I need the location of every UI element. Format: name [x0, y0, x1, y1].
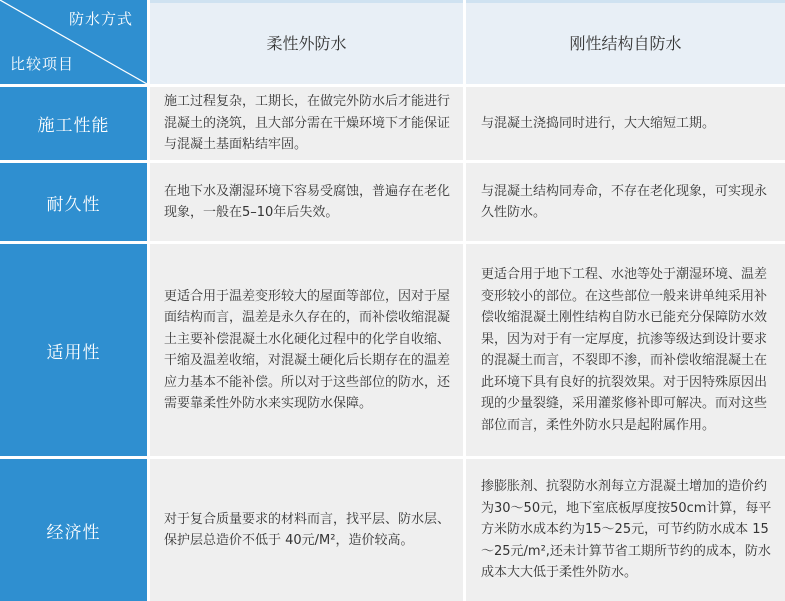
table-header-row: [0, 0, 785, 84]
row-label: 耐久性: [0, 163, 147, 241]
table-row-construction: [0, 87, 785, 160]
row-label: 施工性能: [0, 87, 147, 160]
row-cell-col-a: 在地下水及潮湿环境下容易受腐蚀，普遍存在老化现象，一般在5–10年后失效。: [150, 163, 463, 241]
header-col-b: 刚性结构自防水: [466, 0, 785, 84]
table-row-applicability: [0, 244, 785, 456]
row-cell-col-b: 与混凝土结构同寿命，不存在老化现象，可实现永久性防水。: [466, 163, 785, 241]
corner-top-label: 防水方式: [68, 10, 133, 28]
row-cell-col-b: 更适合用于地下工程、水池等处于潮湿环境、温差变形较小的部位。在这些部位一般来讲单纯采用补偿收缩混凝土刚性结构自防水已能充分保障防水效果，因为对于有一定厚度，抗渗等级达到设计要求的混凝土而言，不裂即不渗，而补偿收缩混凝土在此环境下具有良好的抗裂效果。对于因特殊原因出现的少量裂缝，采用灌浆修补即可解决。而对这些部位而言，柔性外防水只是起附属作用。: [466, 244, 785, 456]
table-row-durability: [0, 163, 785, 241]
row-cell-col-b: 掺膨胀剂、抗裂防水剂每立方混凝土增加的造价约为30～50元，地下室底板厚度按50cm计算，每平方米防水成本约为15～25元，可节约防水成本 15～25元/m²,还未计算节省工期所节约的成本，防水成本大大低于柔性外防水。: [466, 459, 785, 601]
header-col-a: 柔性外防水: [150, 0, 463, 84]
row-cell-col-a: 施工过程复杂，工期长，在做完外防水后才能进行混凝土的浇筑，且大部分需在干燥环境下才能保证与混凝土基面粘结牢固。: [150, 87, 463, 160]
row-label: 经济性: [0, 459, 147, 601]
row-cell-col-a: 对于复合质量要求的材料而言，找平层、防水层、保护层总造价不低于 40元/M²，造价较高。: [150, 459, 463, 601]
table-row-economy: [0, 459, 785, 601]
header-corner-cell: [0, 0, 147, 84]
row-cell-col-b: 与混凝土浇捣同时进行，大大缩短工期。: [466, 87, 785, 160]
row-label: 适用性: [0, 244, 147, 456]
corner-bottom-label: 比较项目: [10, 55, 75, 73]
row-cell-col-a: 更适合用于温差变形较大的屋面等部位，因对于屋面结构而言，温差是永久存在的，而补偿收缩混凝土主要补偿混凝土水化硬化过程中的化学自收缩、干缩及温差收缩，对混凝土硬化后长期存在的温差应力基本不能补偿。所以对于这些部位的防水，还需要靠柔性外防水来实现防水保障。: [150, 244, 463, 456]
